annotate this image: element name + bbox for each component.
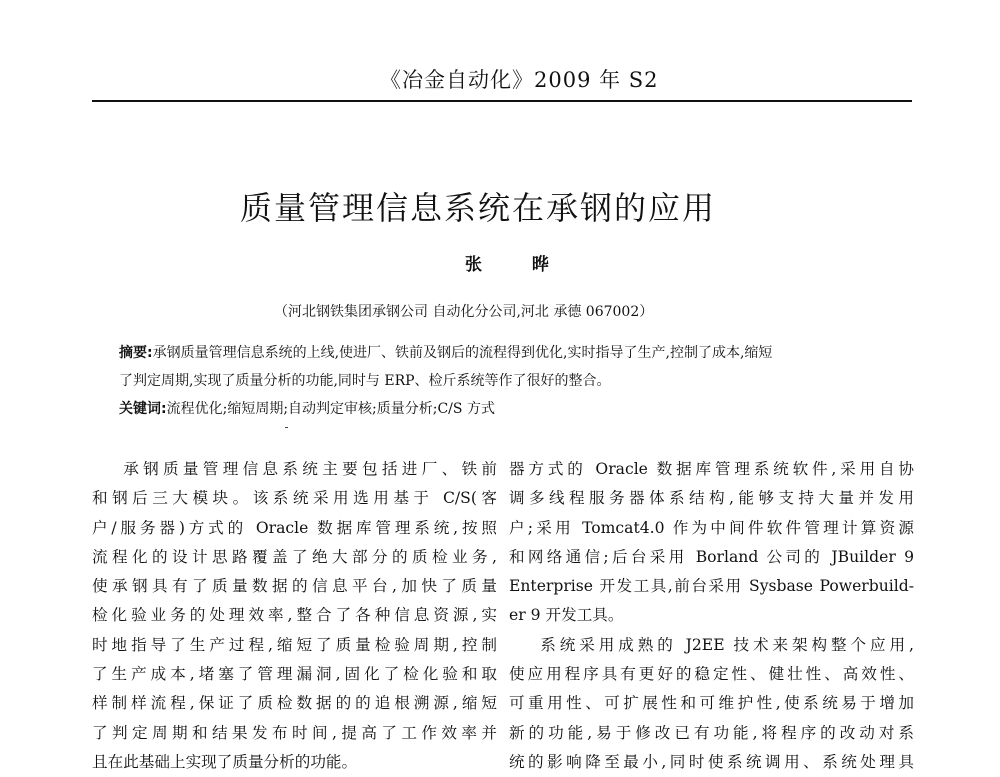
body-line: 户;采用 Tomcat4.0 作为中间件软件管理计算资源 bbox=[509, 518, 914, 537]
body-line: 流程化的设计思路覆盖了绝大部分的质检业务, bbox=[92, 547, 497, 566]
body-line: 和网络通信;后台采用 Borland 公司的 JBuilder 9 bbox=[509, 547, 914, 566]
body-line: 使应用程序具有更好的稳定性、健壮性、高效性、 bbox=[509, 665, 914, 684]
body-line: 样制样流程,保证了质检数据的的追根溯源,缩短 bbox=[92, 694, 497, 713]
body-line: 了判定周期和结果发布时间,提高了工作效率并 bbox=[92, 723, 497, 742]
body-line: 统的影响降至最小,同时使系统调用、系统处理具 bbox=[509, 752, 914, 771]
abstract-line-2 bbox=[119, 371, 879, 391]
body-line: 时地指导了生产过程,缩短了质量检验周期,控制 bbox=[92, 635, 497, 654]
body-line: 调多线程服务器体系结构,能够支持大量并发用 bbox=[509, 489, 914, 508]
article-title: 质量管理信息系统在承钢的应用 bbox=[240, 189, 717, 227]
body-line: er 9 开发工具。 bbox=[509, 606, 624, 625]
keywords-text: 流程优化;缩短周期;自动判定审核;质量分析;C/S 方式 bbox=[166, 401, 495, 417]
body-line: 检化验业务的处理效率,整合了各种信息资源,实 bbox=[92, 606, 497, 625]
author-affiliation: （河北钢铁集团承钢公司 自动化分公司,河北 承德 067002） bbox=[274, 304, 654, 320]
keywords-line bbox=[119, 399, 879, 419]
keywords-label: 关键词: bbox=[119, 401, 167, 417]
print-speck bbox=[285, 427, 288, 428]
abstract-text: 承钢质量管理信息系统的上线,使进厂、铁前及钢后的流程得到优化,实时指导了生产,控制了成本,缩短 bbox=[152, 345, 773, 361]
abstract-label: 摘要: bbox=[119, 345, 153, 361]
body-column-right bbox=[509, 455, 914, 777]
body-line: 户/服务器)方式的 Oracle 数据库管理系统,按照 bbox=[92, 518, 497, 537]
body-column-left bbox=[92, 455, 497, 777]
article-author: 张 晔 bbox=[465, 255, 571, 275]
body-line: 使承钢具有了质量数据的信息平台,加快了质量 bbox=[92, 577, 497, 596]
body-line: 新的功能,易于修改已有功能,将程序的改动对系 bbox=[509, 723, 914, 742]
body-line: 和钢后三大模块。该系统采用选用基于 C/S(客 bbox=[92, 489, 497, 508]
body-line: Enterprise 开发工具,前台采用 Sysbase Powerbuild- bbox=[509, 577, 914, 596]
header-rule bbox=[92, 100, 912, 102]
abstract-text: 了判定周期,实现了质量分析的功能,同时与 ERP、检斤系统等作了很好的整合。 bbox=[119, 373, 611, 389]
body-line: 系统采用成熟的 J2EE 技术来架构整个应用, bbox=[540, 635, 914, 654]
running-head: 《冶金自动化》2009 年 S2 bbox=[380, 68, 659, 92]
body-line: 器方式的 Oracle 数据库管理系统软件,采用自协 bbox=[509, 460, 914, 478]
body-line: 承钢质量管理信息系统主要包括进厂、铁前 bbox=[123, 460, 497, 478]
abstract-line-1 bbox=[119, 343, 879, 363]
body-line: 了生产成本,堵塞了管理漏洞,固化了检化验和取 bbox=[92, 665, 497, 684]
body-line: 可重用性、可扩展性和可维护性,使系统易于增加 bbox=[509, 694, 914, 713]
body-line: 且在此基础上实现了质量分析的功能。 bbox=[92, 752, 358, 771]
